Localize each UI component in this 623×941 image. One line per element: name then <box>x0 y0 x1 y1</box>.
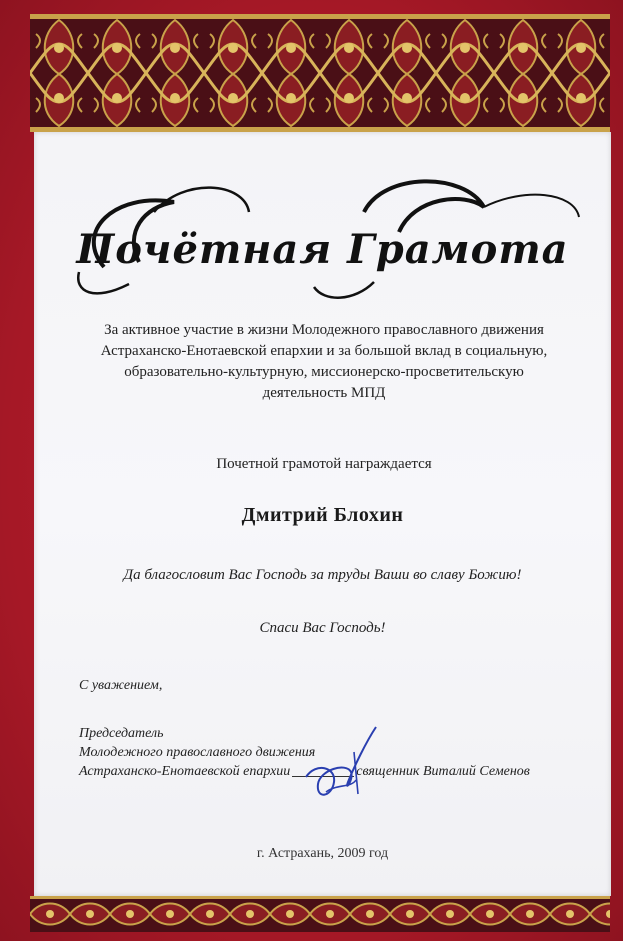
certificate-paper <box>34 132 611 896</box>
signer-title: Председатель <box>79 726 164 741</box>
top-ornament-pattern <box>30 14 610 132</box>
bottom-ornament-pattern <box>30 896 610 932</box>
certificate-title: Почётная Грамота <box>76 226 569 273</box>
recipient-name: Дмитрий Блохин <box>241 504 404 526</box>
blessing-line: Да благословит Вас Господь за труды Ваши во славу Божию! <box>123 567 522 583</box>
title-calligraphy <box>34 172 611 312</box>
signer-name: священник Виталий Семенов <box>356 764 530 779</box>
regards-line: С уважением, <box>79 678 163 693</box>
handwritten-signature <box>296 722 386 812</box>
place-and-date: г. Астрахань, 2009 год <box>256 846 389 861</box>
bottom-ornament-band <box>30 896 610 932</box>
top-ornament-band <box>30 14 610 132</box>
awarded-line: Почетной грамотой награждается <box>216 456 432 472</box>
award-reason-paragraph: За активное участие в жизни Молодежного православного движения Астраханско-Енотаевской епархии и за большой вклад в социальную, образовательно-культурную, миссионерско-просветительскую деятельность МПД <box>100 322 548 401</box>
salvation-line: Спаси Вас Господь! <box>259 620 386 636</box>
signer-diocese: Астраханско-Енотаевской епархии <box>79 764 291 779</box>
signer-organization: Молодежного православного движения <box>79 745 316 760</box>
